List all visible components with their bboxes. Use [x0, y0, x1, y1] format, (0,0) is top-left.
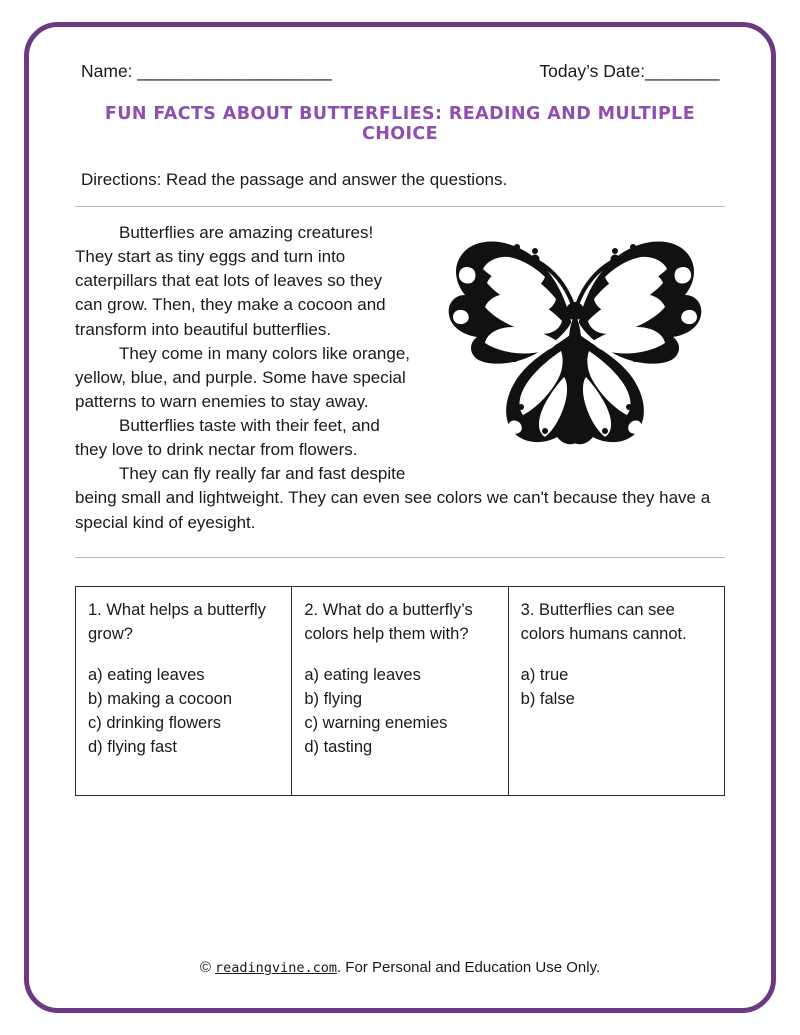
passage-paragraph-3: Butterflies taste with their feet, and they love to drink nectar from flowers.	[75, 416, 380, 460]
date-field-group	[539, 61, 719, 82]
questions-table	[75, 586, 725, 796]
footer-site-link[interactable]: readingvine.com	[215, 960, 337, 976]
passage-paragraph-4: They can fly really far and fast despite being small and lightweight. They can even see colors we can't because they have a special kind of eyesight.	[75, 464, 711, 532]
worksheet-frame	[24, 22, 776, 1013]
student-info-row	[67, 53, 733, 82]
page-title: FUN FACTS ABOUT BUTTERFLIES: READING AND MULTIPLE CHOICE	[104, 104, 696, 144]
passage-paragraph-1: Butterflies are amazing creatures! They start as tiny eggs and turn into caterpillars that eat lots of leaves so they can grow. Then, they make a cocoon and transform into beautiful butterflies.	[75, 223, 386, 339]
directions-text: Directions: Read the passage and answer the questions.	[81, 170, 508, 189]
divider-top	[75, 206, 725, 207]
question-2-choice-c[interactable]: c) warning enemies	[304, 714, 448, 733]
question-3-prompt: 3. Butterflies can see colors humans cannot.	[520, 600, 687, 643]
question-1-choice-c[interactable]: c) drinking flowers	[88, 714, 221, 733]
question-2-choice-a[interactable]: a) eating leaves	[304, 666, 421, 685]
question-3-choice-b[interactable]: b) false	[520, 690, 575, 709]
passage-area	[67, 221, 733, 535]
date-blank-line[interactable]: ________	[645, 61, 719, 81]
question-3-choice-a[interactable]: a) true	[520, 666, 569, 685]
question-cell-3	[508, 587, 724, 795]
name-blank-line[interactable]: _____________________	[137, 61, 332, 81]
question-cell-1	[76, 587, 291, 795]
question-1-prompt: 1. What helps a butterfly grow?	[88, 600, 266, 643]
question-1-choice-b[interactable]: b) making a cocoon	[88, 690, 232, 709]
question-1-choice-d[interactable]: d) flying fast	[88, 738, 177, 757]
divider-bottom	[75, 557, 725, 558]
date-label: Today’s Date:	[539, 61, 646, 81]
question-2-choice-d[interactable]: d) tasting	[304, 738, 373, 757]
question-2-choice-b[interactable]: b) flying	[304, 690, 363, 709]
question-2-prompt: 2. What do a butterfly’s colors help them with?	[304, 600, 473, 643]
footer	[67, 959, 733, 990]
passage-paragraph-2: They come in many colors like orange, yellow, blue, and purple. Some have special patterns to warn enemies to stay away.	[75, 343, 411, 411]
name-field-group	[81, 61, 331, 82]
footer-copyright-suffix: . For Personal and Education Use Only.	[336, 959, 601, 976]
question-1-choice-a[interactable]: a) eating leaves	[88, 666, 205, 685]
name-label: Name:	[81, 61, 133, 81]
question-cell-2	[291, 587, 507, 795]
butterfly-illustration	[425, 225, 725, 465]
footer-copyright-prefix: ©	[199, 959, 216, 976]
